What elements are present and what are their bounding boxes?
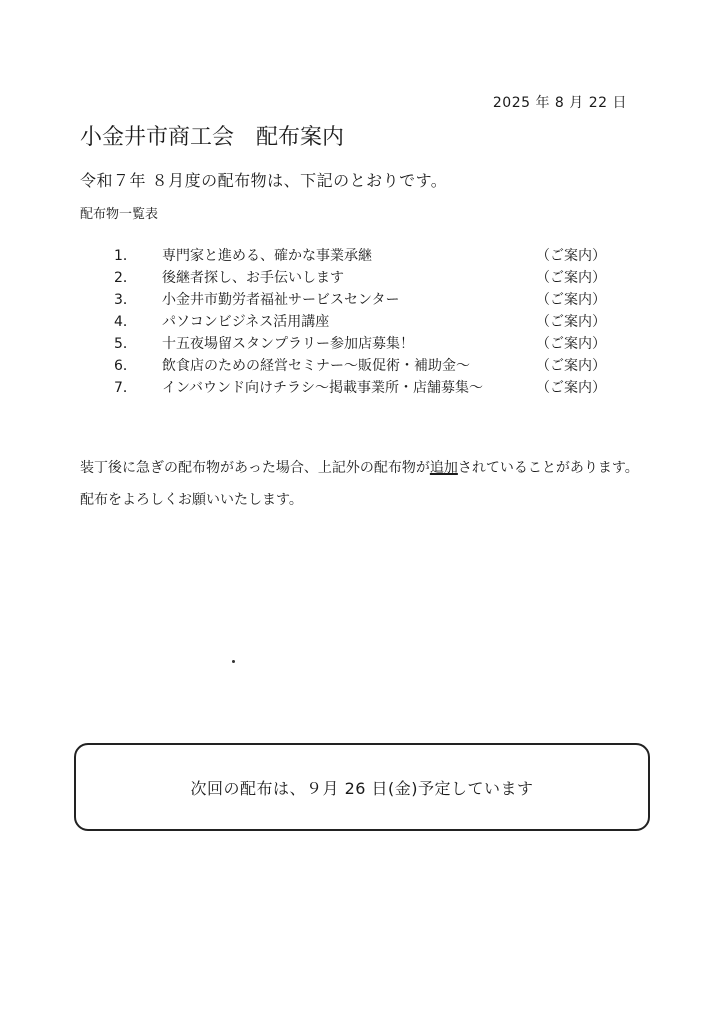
item-number: 4． <box>114 314 137 330</box>
item-name: 後継者探し、お手伝いします <box>162 270 344 286</box>
document-date: 2025 年 8 月 22 日 <box>492 95 627 111</box>
item-name: 専門家と進める、確かな事業承継 <box>162 248 372 264</box>
notice-emphasis: 追加 <box>429 460 458 476</box>
item-tag: （ご案内） <box>536 314 606 330</box>
item-tag: （ご案内） <box>536 292 606 308</box>
item-tag: （ご案内） <box>536 358 606 374</box>
list-heading: 配布物一覧表 <box>80 207 159 222</box>
list-item <box>110 266 606 288</box>
list-item <box>110 288 606 310</box>
item-tag: （ご案内） <box>536 380 606 396</box>
notice-text <box>80 452 640 516</box>
list-item <box>110 310 606 332</box>
notice-before: 装丁後に急ぎの配布物があった場合、上記外の配布物が <box>80 460 430 476</box>
item-name: パソコンビジネス活用講座 <box>162 314 330 330</box>
item-number: 5． <box>114 336 137 352</box>
item-tag: （ご案内） <box>536 248 606 264</box>
intro-text: 令和７年 ８月度の配布物は、下記のとおりです。 <box>80 171 448 190</box>
page-title: 小金井市商工会 配布案内 <box>80 125 345 150</box>
item-name: インバウンド向けチラシ～掲載事業所・店舗募集～ <box>162 380 484 396</box>
list-item <box>110 244 606 266</box>
list-item <box>110 332 606 354</box>
scan-speck <box>232 660 235 663</box>
item-number: 7． <box>114 380 137 396</box>
item-number: 1． <box>114 248 137 264</box>
item-name: 小金井市勤労者福祉サービスセンター <box>162 292 400 308</box>
item-number: 6． <box>114 358 137 374</box>
item-tag: （ご案内） <box>536 336 606 352</box>
notice-after: されていることがあります。配布をよろしくお願いいたします。 <box>80 460 639 508</box>
next-distribution-text: 次回の配布は、９月 26 日(金)予定しています <box>190 778 534 798</box>
list-item <box>110 354 606 376</box>
item-name: 飲食店のための経営セミナー～販促術・補助金～ <box>162 358 470 374</box>
item-number: 3． <box>114 292 137 308</box>
list-item <box>110 376 606 398</box>
item-name: 十五夜場留スタンプラリー参加店募集！ <box>162 336 414 352</box>
item-number: 2． <box>114 270 137 286</box>
distribution-list <box>110 244 606 398</box>
item-tag: （ご案内） <box>536 270 606 286</box>
next-distribution-box <box>74 743 650 831</box>
